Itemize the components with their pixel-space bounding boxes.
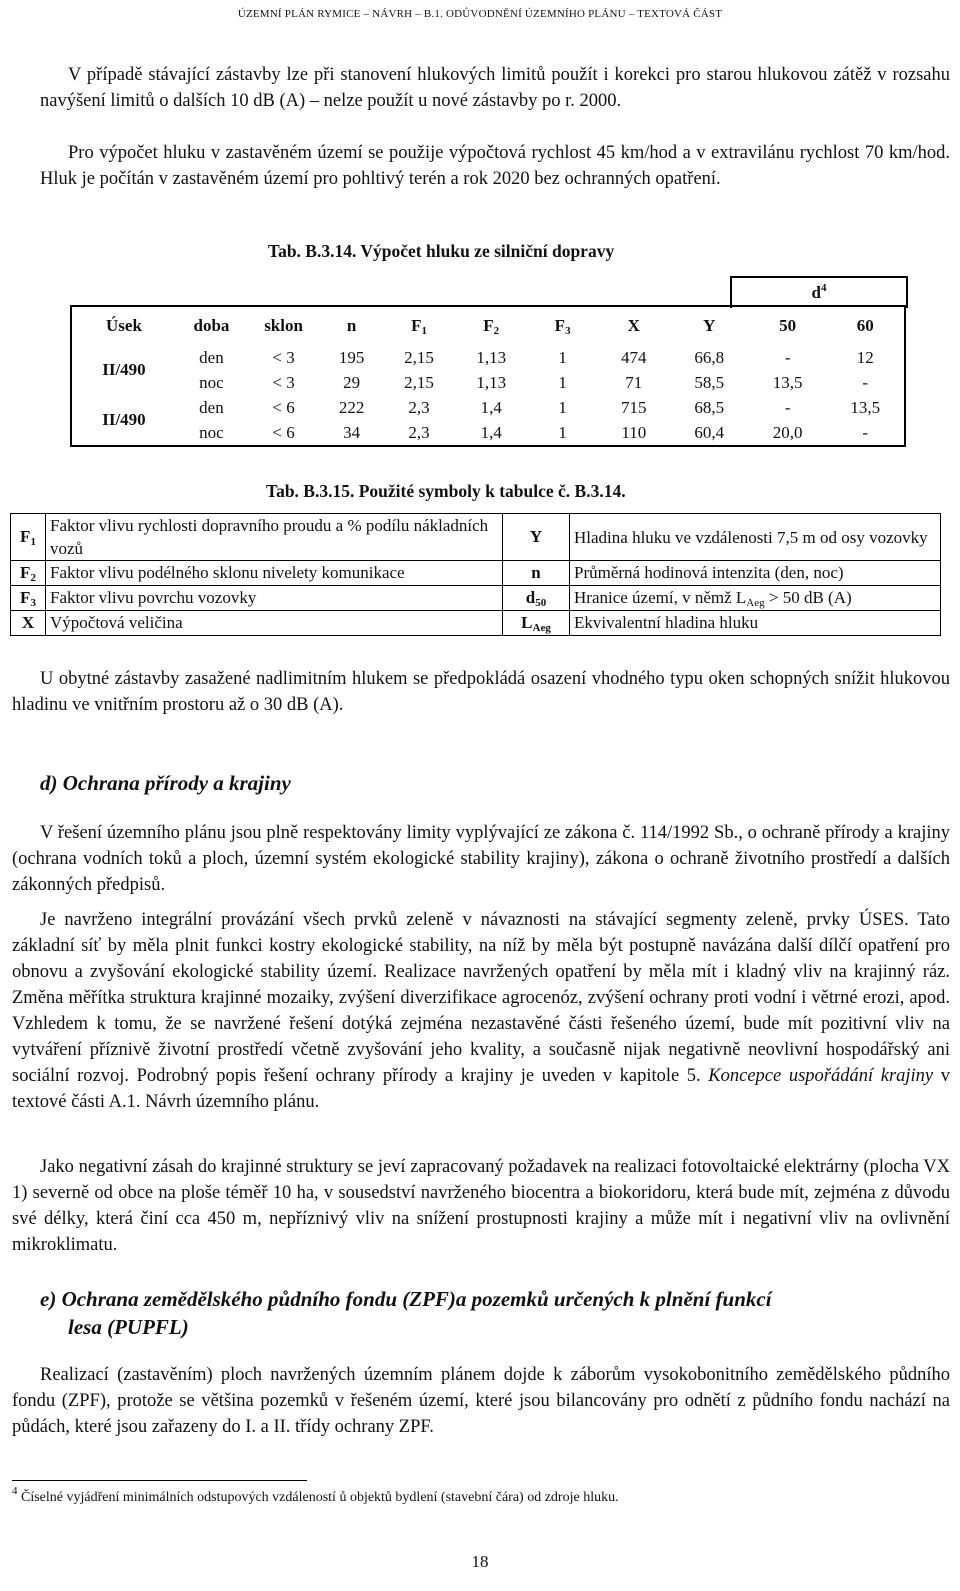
- cell: 110: [621, 422, 647, 442]
- footnote-divider: [12, 1480, 307, 1481]
- symbol-y: Y: [503, 514, 570, 561]
- symbol-laeg: $L_{Aeg}$: [503, 611, 570, 636]
- cell: 715: [621, 397, 647, 417]
- symbol-desc: Ekvivalentní hladina hluku: [570, 611, 941, 636]
- cell: 20,0: [772, 422, 803, 442]
- paragraph-greenery: Je navrženo integrální provázání všech prvků zeleně v návaznosti na stávající segmenty zeleně, prvky ÚSES. Tato základní síť by měla plnit funkci kostry ekologické stability, na níž by měla být postupně navázána další dílčí opatření pro obnovu a zvyšování ekologické stability území. Realizace navržených opatření by měla mít i kladný vliv na krajinný ráz. Změna měřítka struktura krajinné mozaiky, zvýšení diverzifikace agrocenóz, zvýšení ochrany proti vodní i větrné erozi, apod. Vzhledem k tomu, že se navržené řešení dotýká zejména nezastavěné části řešeného území, bude mít pozitivní vliv na vytváření příznivě životní prostředí včetně zvyšování jeho kvality, a současně nijak negativně neovlivní hospodářský ani sociální rozvoj. Podrobný popis řešení ochrany přírody a krajiny je uveden v kapitole 5. Koncepce uspořádání krajiny v textové části A.1. Návrh územního plánu.: [12, 910, 950, 1112]
- cell: 66,8: [694, 347, 725, 367]
- col-60: 60: [856, 316, 874, 335]
- col-n: n: [346, 316, 357, 335]
- cell: < 6: [272, 422, 295, 442]
- usek-cell: II/490: [102, 410, 146, 429]
- col-f3: $F_3$: [554, 316, 571, 337]
- table-row: [71, 370, 905, 395]
- table2-caption: Tab. B.3.15. Použité symboly k tabulce č. B.3.14.: [266, 481, 626, 501]
- col-y: Y: [703, 316, 716, 335]
- paragraph-windows: U obytné zástavby zasažené nadlimitním hlukem se předpokládá osazení vhodného typu oken schopných snížit hlukovou hladinu ve vnitřním prostoru až o 30 dB (A).: [12, 669, 950, 715]
- footnote: $^4$ Číselné vyjádření minimálních odstupových vzdáleností ů objektů bydlení (stavební čára) od zdroje hluku.: [12, 1485, 619, 1505]
- symbol-x: X: [11, 611, 46, 636]
- symbol-desc: Faktor vlivu rychlosti dopravního proudu a % podílu nákladních vozů: [46, 514, 503, 561]
- d-footnote-mark: 4: [820, 282, 827, 294]
- cell: 1,4: [480, 422, 502, 442]
- cell: -: [862, 422, 869, 442]
- d-label: d: [811, 283, 821, 302]
- cell: 12: [856, 347, 874, 367]
- paragraph-law: V řešení územního plánu jsou plně respektovány limity vyplývající ze zákona č. 114/1992 Sb., o ochraně přírody a krajiny (ochrana vodních toků a ploch, územní systém ekologické stability krajiny), zákona o ochraně životního prostředí a dalších zákonných předpisů.: [12, 823, 950, 895]
- symbol-d50: $d_{50}$: [503, 586, 570, 611]
- cell: 1: [558, 422, 567, 442]
- cell: den: [199, 347, 224, 367]
- symbol-n: n: [503, 561, 570, 586]
- cell: noc: [199, 422, 224, 442]
- table-row: [71, 395, 905, 420]
- cell: 2,15: [404, 347, 434, 367]
- page-number: 18: [471, 1552, 489, 1571]
- cell: 474: [621, 347, 647, 367]
- usek-cell: II/490: [102, 360, 146, 379]
- paragraph-photovoltaic: Jako negativní zásah do krajinné struktury se jeví zapracovaný požadavek na realizaci fotovoltaické elektrárny (plocha VX 1) severně od obce na ploše téměř 10 ha, v sousedství navrženého biocentra a biokoridoru, která bude mít, zejména z důvodu své délky, která činí cca 450 m, nepříznivý vliv na snížení prostupnosti krajiny a může mít i negativní vliv na ovlivnění mikroklimatu.: [12, 1157, 950, 1255]
- cell: 2,3: [408, 422, 430, 442]
- paragraph-old-noise: V případě stávající zástavby lze při stanovení hlukových limitů použít i korekci pro starou hlukovou zátěž v rozsahu navýšení limitů o dalších 10 dB (A) – nelze použít u nové zástavby po r. 2000.: [40, 65, 950, 111]
- cell: 1: [558, 347, 567, 367]
- cell: 2,3: [408, 397, 430, 417]
- cell: 1,13: [476, 372, 507, 392]
- d-distance-header: [730, 276, 908, 308]
- table-row: [71, 345, 905, 370]
- table1-caption: Tab. B.3.14. Výpočet hluku ze silniční dopravy: [268, 241, 615, 261]
- cell: 29: [343, 372, 361, 392]
- table-row: [11, 514, 941, 561]
- cell: 68,5: [694, 397, 725, 417]
- cell: 222: [338, 397, 365, 417]
- symbol-desc: Faktor vlivu povrchu vozovky: [46, 586, 503, 611]
- col-f2: $F_2$: [483, 316, 500, 337]
- symbol-desc: Výpočtová veličina: [46, 611, 503, 636]
- symbol-desc: Průměrná hodinová intenzita (den, noc): [570, 561, 941, 586]
- col-x: X: [627, 316, 640, 335]
- cell: < 3: [272, 347, 295, 367]
- col-f1: $F_1$: [411, 316, 427, 337]
- cell: 1: [558, 372, 567, 392]
- cell: 195: [338, 347, 365, 367]
- heading-nature-protection: d) Ochrana přírody a krajiny: [40, 771, 291, 795]
- cell: 1,4: [480, 397, 502, 417]
- cell: 2,15: [404, 372, 434, 392]
- table-row: [71, 420, 905, 446]
- symbol-f3: $F_3$: [11, 586, 46, 611]
- col-usek: Úsek: [106, 316, 142, 335]
- col-50: 50: [779, 316, 797, 335]
- cell: 1: [558, 397, 567, 417]
- cell: den: [199, 397, 224, 417]
- footnote-mark: 4: [12, 1485, 18, 1497]
- symbol-desc: Hranice území, v němž $L_{Aeg} > 50$ dB (A): [570, 586, 941, 611]
- cell: 34: [343, 422, 361, 442]
- noise-table-header: [71, 306, 905, 345]
- paragraph-zpf: Realizací (zastavěním) ploch navržených územním plánem dojde k záborům vysokobonitního zemědělského půdního fondu (ZPF), protože se většina pozemků v řešeném území, které jsou bilancovány pro odnětí z půdního fondu nachází na půdách, které jsou zařazeny do I. a II. třídy ochrany ZPF.: [12, 1365, 950, 1437]
- symbols-table: [10, 513, 941, 636]
- cell: < 6: [272, 397, 295, 417]
- symbol-desc: Hladina hluku ve vzdálenosti 7,5 m od osy vozovky: [570, 514, 941, 561]
- symbol-f1: $F_1$: [11, 514, 46, 561]
- symbol-f2: $F_2$: [11, 561, 46, 586]
- heading-zpf: e) Ochrana zemědělského půdního fondu (ZPF)a pozemků určených k plnění funkcí lesa (PUPFL): [40, 1287, 772, 1339]
- cell: 60,4: [694, 422, 725, 442]
- cell: 58,5: [694, 372, 725, 392]
- paragraph-speed: Pro výpočet hluku v zastavěném území se použije výpočtová rychlost 45 km/hod a v extravilánu rychlost 70 km/hod. Hluk je počítán v zastavěném území pro pohltivý terén a rok 2020 bez ochranných opatření.: [40, 143, 950, 189]
- cell: -: [784, 347, 791, 367]
- cell: -: [784, 397, 791, 417]
- cell: noc: [199, 372, 224, 392]
- cell: < 3: [272, 372, 295, 392]
- table-row: [11, 611, 941, 636]
- noise-table: [70, 305, 906, 447]
- page-header: ÚZEMNÍ PLÁN RYMICE – NÁVRH – B.1. ODŮVODNĚNÍ ÚZEMNÍHO PLÁNU – TEXTOVÁ ČÁST: [237, 8, 723, 20]
- col-doba: doba: [193, 316, 230, 335]
- cell: 13,5: [772, 372, 803, 392]
- symbol-desc: Faktor vlivu podélného sklonu nivelety komunikace: [46, 561, 503, 586]
- cell: 71: [625, 372, 643, 392]
- cell: 1,13: [476, 347, 507, 367]
- cell: -: [862, 372, 869, 392]
- table-row: [11, 561, 941, 586]
- col-sklon: sklon: [264, 316, 303, 335]
- table-row: [11, 586, 941, 611]
- cell: 13,5: [850, 397, 881, 417]
